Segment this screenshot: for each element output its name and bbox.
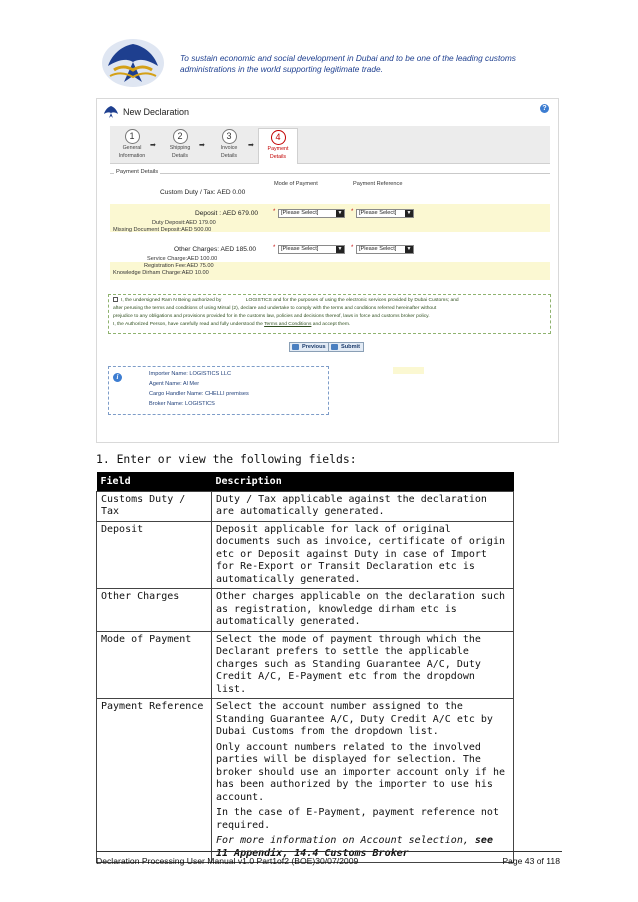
table-header-row bbox=[97, 472, 514, 491]
dubai-customs-logo bbox=[100, 36, 166, 90]
field-description: Deposit applicable for lack of original documents such as invoice, certificate of origin etc or Deposit against Duty in case of Import for Re-Export or Transit Declaration etc is automatically generated. bbox=[212, 521, 514, 589]
terms-text: LOGISTICS and for the purposes of using the electronic services provided by Dubai Customs; and bbox=[245, 298, 459, 303]
step-shipping-details[interactable] bbox=[160, 129, 200, 159]
step-arrow-icon: ➡ bbox=[248, 141, 254, 149]
previous-icon bbox=[292, 344, 299, 350]
step-arrow-icon: ➡ bbox=[199, 141, 205, 149]
terms-text: I, the Authorized Person, have carefully read and fully understood the bbox=[113, 322, 263, 327]
field-description bbox=[212, 699, 514, 863]
field-name: Other Charges bbox=[97, 589, 212, 632]
terms-text: and accept them. bbox=[312, 322, 351, 327]
select-value: [Please Select] bbox=[281, 210, 319, 216]
terms-declaration bbox=[108, 294, 551, 334]
reference-note: For more information on Account selection, bbox=[216, 835, 469, 846]
table-row bbox=[97, 699, 514, 863]
terms-text: prejudice to any obligations and provisions provided for in the customs law, policies and decisions thereof, laws in force and customs broker policy. bbox=[113, 314, 430, 319]
step-label: Details bbox=[220, 152, 238, 159]
payment-details-section bbox=[110, 169, 550, 283]
field-description: Duty / Tax applicable against the declaration are automatically generated. bbox=[212, 491, 514, 521]
table-row bbox=[97, 491, 514, 521]
other-charges-payment-reference-select[interactable] bbox=[356, 245, 414, 254]
wizard-steps bbox=[110, 126, 550, 164]
column-header-field: Field bbox=[97, 472, 212, 491]
window-title: New Declaration bbox=[123, 107, 190, 117]
field-description: Other charges applicable on the declaration such as registration, knowledge dirham etc is automatically generated. bbox=[212, 589, 514, 632]
step-invoice-details[interactable] bbox=[209, 129, 249, 159]
required-marker: * bbox=[273, 209, 276, 215]
step-instruction: 1. Enter or view the following fields: bbox=[96, 452, 357, 466]
select-value: [Please Select] bbox=[359, 210, 397, 216]
step-label: General bbox=[122, 145, 142, 151]
section-legend: Payment Details bbox=[116, 169, 159, 175]
other-charges-mode-of-payment-select[interactable] bbox=[278, 245, 345, 254]
deposit-total: Deposit : AED 679.00 bbox=[195, 210, 259, 217]
importer-name: Importer Name: LOGISTICS LLC bbox=[149, 371, 232, 377]
cargo-handler-name: Cargo Handler Name: CHELLI premises bbox=[149, 391, 249, 397]
submit-icon bbox=[331, 344, 338, 350]
button-label: Submit bbox=[341, 344, 360, 350]
step-number: 2 bbox=[173, 129, 188, 144]
payment-reference-header: Payment Reference bbox=[353, 181, 403, 187]
deposit-mode-of-payment-select[interactable] bbox=[278, 209, 345, 218]
required-marker: * bbox=[351, 209, 354, 215]
step-label: Invoice bbox=[220, 145, 238, 151]
description-paragraph: In the case of E-Payment, payment reference not required. bbox=[216, 807, 499, 831]
chevron-down-icon: ▼ bbox=[406, 246, 412, 252]
registration-fee: Registration Fee:AED 75.00 bbox=[144, 263, 214, 269]
highlight-placeholder bbox=[393, 367, 424, 374]
field-name: Payment Reference bbox=[97, 699, 212, 863]
chevron-down-icon: ▼ bbox=[406, 210, 412, 216]
accept-terms-checkbox[interactable] bbox=[113, 297, 118, 302]
fields-table bbox=[96, 472, 514, 863]
description-paragraph: Select the account number assigned to the Standing Guarantee A/C, Duty Credit A/C etc by Dubai Customs from the dropdown list. bbox=[216, 701, 493, 737]
table-row bbox=[97, 521, 514, 589]
other-charges-total: Other Charges: AED 185.00 bbox=[174, 246, 257, 253]
field-name: Mode of Payment bbox=[97, 631, 212, 699]
dubai-customs-small-logo-icon bbox=[103, 105, 119, 119]
step-number: 4 bbox=[271, 130, 286, 145]
terms-text: I, the undersigned Ram N Being authorized by bbox=[121, 298, 222, 303]
footer-document-title: Declaration Processing User Manual v1.0 Part1of2 (BOE)30/07/2009 bbox=[96, 856, 359, 866]
step-label: Details bbox=[171, 152, 189, 159]
table-row bbox=[97, 631, 514, 699]
appendix-reference: see 11 Appendix, 14.4 Customs Broker bbox=[216, 835, 493, 859]
select-value: [Please Select] bbox=[281, 246, 319, 252]
footer-divider bbox=[96, 851, 562, 852]
step-label: Details bbox=[269, 153, 287, 160]
step-arrow-icon: ➡ bbox=[150, 141, 156, 149]
field-name: Customs Duty / Tax bbox=[97, 491, 212, 521]
service-charge: Service Charge:AED 100.00 bbox=[147, 256, 218, 262]
deposit-payment-reference-select[interactable] bbox=[356, 209, 414, 218]
broker-name: Broker Name: LOGISTICS bbox=[149, 401, 215, 407]
declaration-parties-info bbox=[108, 366, 329, 415]
required-marker: * bbox=[273, 245, 276, 251]
step-payment-details[interactable] bbox=[258, 128, 298, 164]
field-description: Select the mode of payment through which the Declarant prefers to settle the applicable charges such as Standing Guarantee A/C, Duty Credit A/C, E-Payment etc from the dropdown list. bbox=[212, 631, 514, 699]
select-value: [Please Select] bbox=[359, 246, 397, 252]
button-label: Previous bbox=[302, 344, 326, 350]
vision-statement: To sustain economic and social development in Dubai and to be one of the leading customs administrations in the world supporting legitimate trade. bbox=[180, 53, 516, 74]
help-icon[interactable]: ? bbox=[540, 104, 549, 113]
field-name: Deposit bbox=[97, 521, 212, 589]
window-title-bar bbox=[103, 104, 189, 120]
chevron-down-icon: ▼ bbox=[337, 210, 343, 216]
mode-of-payment-header: Mode of Payment bbox=[274, 181, 318, 187]
table-row bbox=[97, 589, 514, 632]
application-screenshot bbox=[96, 98, 559, 443]
step-label: Payment bbox=[267, 146, 289, 152]
terms-and-conditions-link[interactable]: Terms and Conditions bbox=[264, 322, 312, 327]
column-header-description: Description bbox=[212, 472, 514, 491]
step-number: 3 bbox=[222, 129, 237, 144]
info-icon: i bbox=[113, 373, 122, 382]
custom-duty-total: Custom Duty / Tax: AED 0.00 bbox=[160, 189, 246, 196]
duty-deposit: Duty Deposit:AED 179.00 bbox=[152, 220, 216, 226]
description-paragraph: Only account numbers related to the involved parties will be displayed for selection. The broker should use an importer account only if he has been authorized by the importer to use his account. bbox=[216, 741, 505, 803]
required-marker: * bbox=[351, 245, 354, 251]
submit-button[interactable] bbox=[328, 342, 364, 352]
chevron-down-icon: ▼ bbox=[337, 246, 343, 252]
step-label: Information bbox=[118, 152, 146, 159]
step-general-information[interactable] bbox=[112, 129, 152, 159]
knowledge-dirham-charge: Knowledge Dirham Charge:AED 10.00 bbox=[113, 270, 209, 276]
step-label: Shipping bbox=[169, 145, 191, 151]
terms-text: after perusing the terms and conditions of using Mirsal (2), declare and undertake to comply with the terms and conditions referred hereinafter without bbox=[113, 306, 437, 311]
agent-name: Agent Name: Al Mer bbox=[149, 381, 200, 387]
step-number: 1 bbox=[125, 129, 140, 144]
missing-document-deposit: Missing Document Deposit:AED 500.00 bbox=[113, 227, 212, 233]
previous-button[interactable] bbox=[289, 342, 330, 352]
footer-page-number: Page 43 of 118 bbox=[502, 856, 560, 866]
